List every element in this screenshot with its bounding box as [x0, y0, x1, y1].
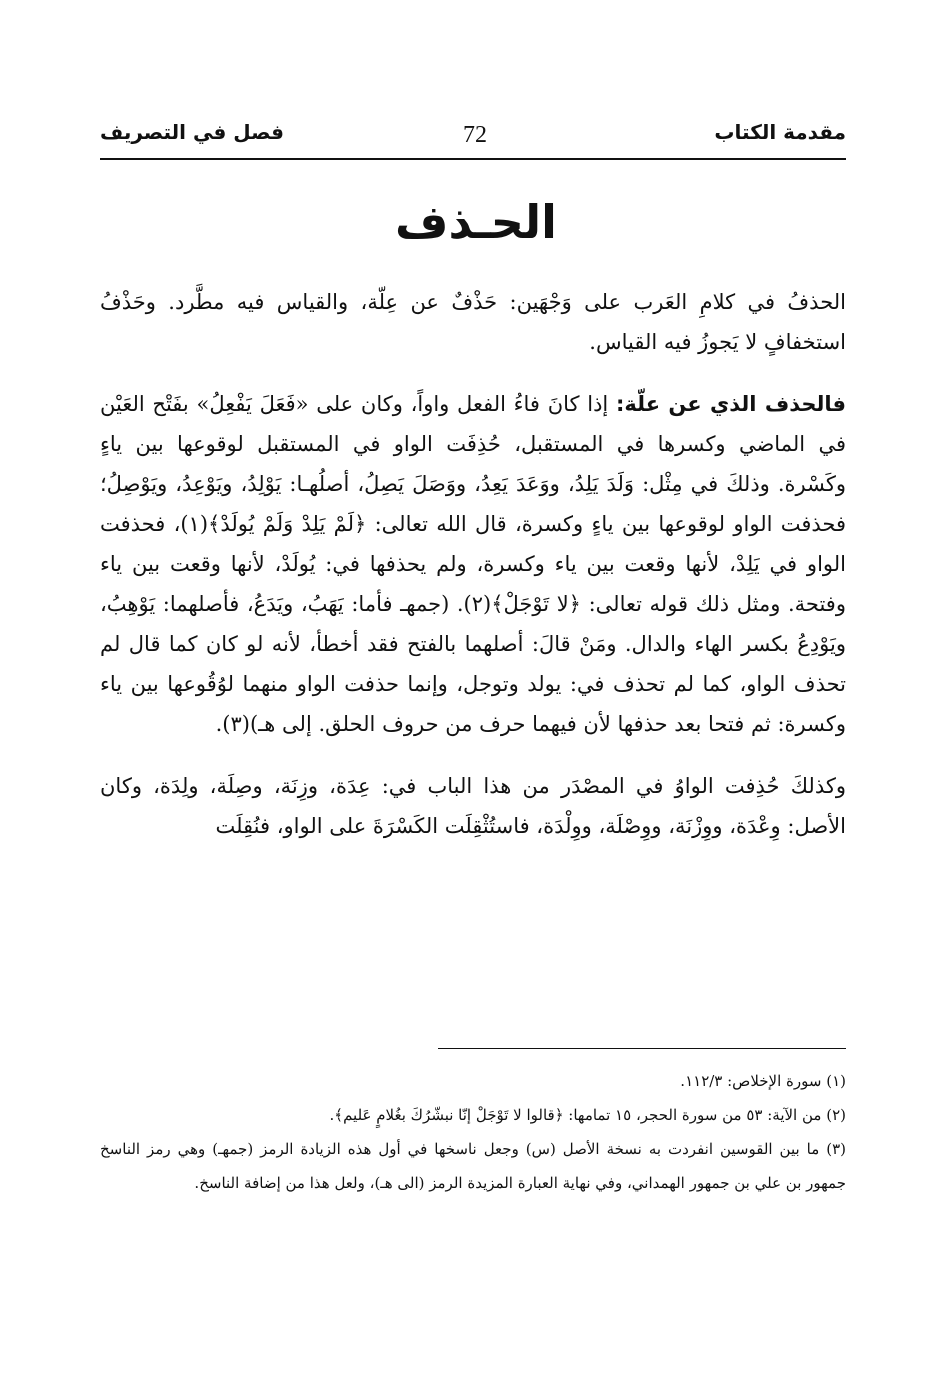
main-text [100, 282, 846, 846]
page-number: 72 [463, 122, 487, 148]
header-chapter-title: فصل في التصريف [100, 120, 284, 144]
running-header [100, 116, 846, 160]
header-divider [100, 158, 846, 160]
paragraph-2 [100, 384, 846, 744]
header-book-section: مقدمة الكتاب [714, 120, 846, 144]
paragraph-2-text: إذا كانَ فاءُ الفعل واواً، وكان على «فَعَلَ يَفْعِلُ» بفَتْح العَيْن في الماضي وكسرها في المستقبل، حُذِفَت الواو في المستقبل لوقوعها بين ياءٍ وكَسْرة. وذلكَ في مِثْل: وَلَدَ يَلِدُ، ووَعَدَ يَعِدُ، ووَصَلَ يَصِلُ، أصلُهـا: يَوْلِدُ، ويَوْعِدُ، ويَوْصِلُ؛ فحذفت الواو لوقوعها بين ياءٍ وكسرة، قال الله تعالى: ﴿لَمْ يَلِدْ وَلَمْ يُولَدْ﴾(١)، فحذفت الواو في يَلِدْ، لأنها وقعت بين ياء وكسرة، ولم يحذفها في: يُولَدْ، لأنها وقعت بين ياء وفتحة. ومثل ذلك قوله تعالى: ﴿لا تَوْجَلْ﴾(٢). (جمهـ فأما: يَهَبُ، ويَدَعُ، فأصلهما: يَوْهِبُ، ويَوْدِعُ بكسر الهاء والدال. ومَنْ قالَ: أصلهما بالفتح فقد أخطأ، لأنه لو كان كما قال لم تحذف الواو، كما لم تحذف في: يولد وتوجل، وإنما حذفت الواو منهما لوُقُوعها بين ياء وكسرة: ثم فتحا بعد حذفها لأن فيهما حرف من حروف الحلق. إلى هـ)(٣). [100, 392, 846, 736]
footnote-1: (١) سورة الإخلاص: ١١٢/٣. [680, 1072, 846, 1090]
paragraph-1: الحذفُ في كلامِ العَرب على وَجْهَين: حَذْفٌ عن عِلّة، والقياس فيه مطَّرد. وحَذْفُ استخفافٍ لا يَجوزُ فيه القياس. [100, 290, 846, 354]
section-title: الحـذف [395, 195, 557, 249]
footnote-divider [438, 1048, 846, 1049]
footnotes [100, 1064, 846, 1200]
footnote-2: (٢) من الآية: ٥٣ من سورة الحجر، ١٥ تمامها: ﴿قالوا لا تَوْجَلْ إنّا نبشّرُكَ بغُلامٍ عَليم﴾. [329, 1106, 846, 1124]
paragraph-3: وكذلكَ حُذِفت الواوُ في المصْدَر من هذا الباب في: عِدَة، وزِنَة، وصِلَة، ولِدَة، وكان الأصل: وِعْدَة، ووِزْنَة، ووِصْلَة، ووِلْدَة، فاستُثْقِلَت الكَسْرَةَ على الواو، فنُقِلَت [100, 774, 846, 838]
footnote-3: (٣) ما بين القوسين انفردت به نسخة الأصل (س) وجعل ناسخها في أول هذه الزيادة الرمز (جمهـ) وهي رمز الناسخ جمهور بن علي بن جمهور الهمداني، وفي نهاية العبارة المزيدة الرمز (الى هـ)، ولعل هذا من إضافة الناسخ. [100, 1140, 846, 1192]
paragraph-2-lead: فالحذف الذي عن علّة: [615, 392, 846, 416]
